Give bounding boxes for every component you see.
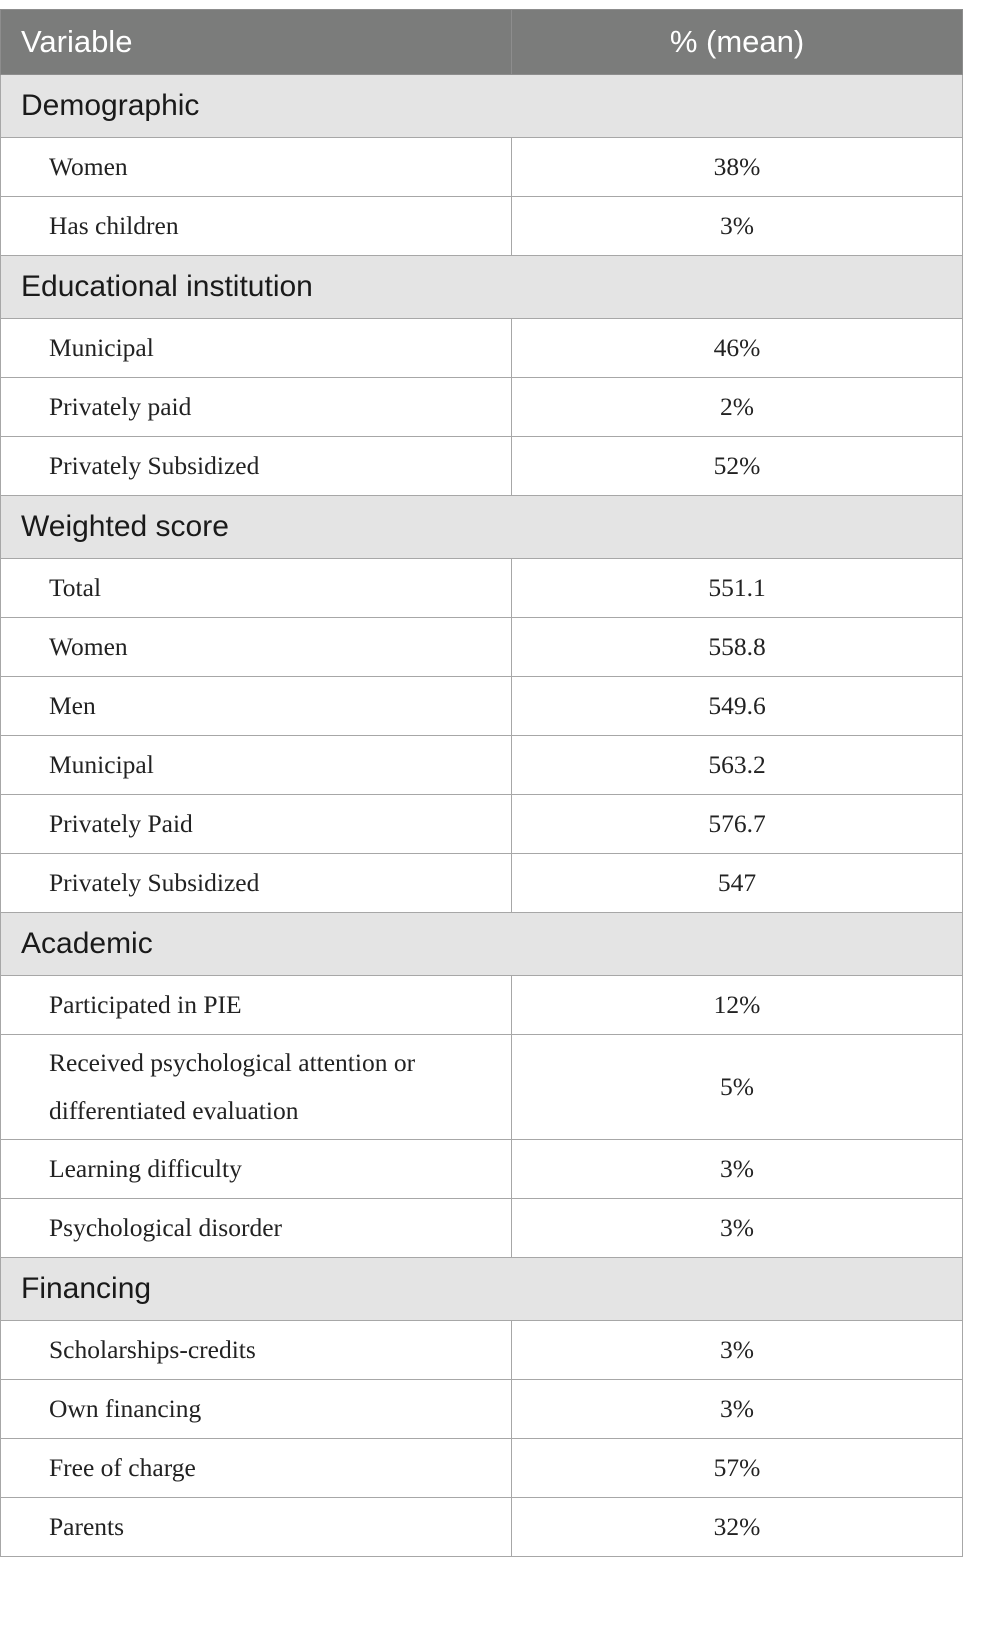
table-row [1,1321,963,1380]
section-title: Financing [1,1258,963,1321]
table-row [1,1140,963,1199]
table-row [1,1035,963,1140]
row-value: 549.6 [512,677,963,736]
table-row [1,1199,963,1258]
row-label: Total [1,559,512,618]
table-row [1,677,963,736]
row-label: Has children [1,197,512,256]
row-label: Psychological disorder [1,1199,512,1258]
row-value: 3% [512,1199,963,1258]
row-label: Women [1,618,512,677]
table-row [1,138,963,197]
table-row [1,437,963,496]
row-label: Scholarships-credits [1,1321,512,1380]
section-title: Demographic [1,75,963,138]
section-title: Academic [1,913,963,976]
row-label: Men [1,677,512,736]
row-value: 2% [512,378,963,437]
row-value: 3% [512,1321,963,1380]
table-row [1,559,963,618]
row-value: 551.1 [512,559,963,618]
row-value: 3% [512,197,963,256]
row-label: Learning difficulty [1,1140,512,1199]
table-row [1,1380,963,1439]
row-label: Parents [1,1498,512,1557]
row-value: 563.2 [512,736,963,795]
table-row [1,854,963,913]
row-label: Privately paid [1,378,512,437]
table-header [1,10,963,75]
section-row-weighted-score [1,496,963,559]
header-variable: Variable [1,10,512,75]
row-label: Privately Subsidized [1,437,512,496]
table-row [1,736,963,795]
row-value: 576.7 [512,795,963,854]
row-label: Received psychological attention or differentiated evaluation [1,1035,512,1140]
row-value: 32% [512,1498,963,1557]
section-title: Educational institution [1,256,963,319]
data-table [0,9,963,1557]
row-label: Privately Paid [1,795,512,854]
table-row [1,1498,963,1557]
table-row [1,197,963,256]
row-value: 46% [512,319,963,378]
row-label: Participated in PIE [1,976,512,1035]
section-title: Weighted score [1,496,963,559]
table-row [1,976,963,1035]
row-label: Free of charge [1,1439,512,1498]
row-value: 12% [512,976,963,1035]
table-row [1,795,963,854]
row-value: 52% [512,437,963,496]
row-label: Municipal [1,319,512,378]
row-value: 3% [512,1140,963,1199]
table-body [1,75,963,1557]
row-value: 5% [512,1035,963,1140]
row-label: Women [1,138,512,197]
row-value: 57% [512,1439,963,1498]
row-value: 558.8 [512,618,963,677]
row-label: Municipal [1,736,512,795]
section-row-financing [1,1258,963,1321]
table-row [1,378,963,437]
row-label: Own financing [1,1380,512,1439]
table-row [1,319,963,378]
row-value: 3% [512,1380,963,1439]
header-row [1,10,963,75]
section-row-educational-institution [1,256,963,319]
table-row [1,618,963,677]
table-row [1,1439,963,1498]
row-label: Privately Subsidized [1,854,512,913]
row-value: 547 [512,854,963,913]
section-row-demographic [1,75,963,138]
section-row-academic [1,913,963,976]
header-value: % (mean) [512,10,963,75]
row-value: 38% [512,138,963,197]
